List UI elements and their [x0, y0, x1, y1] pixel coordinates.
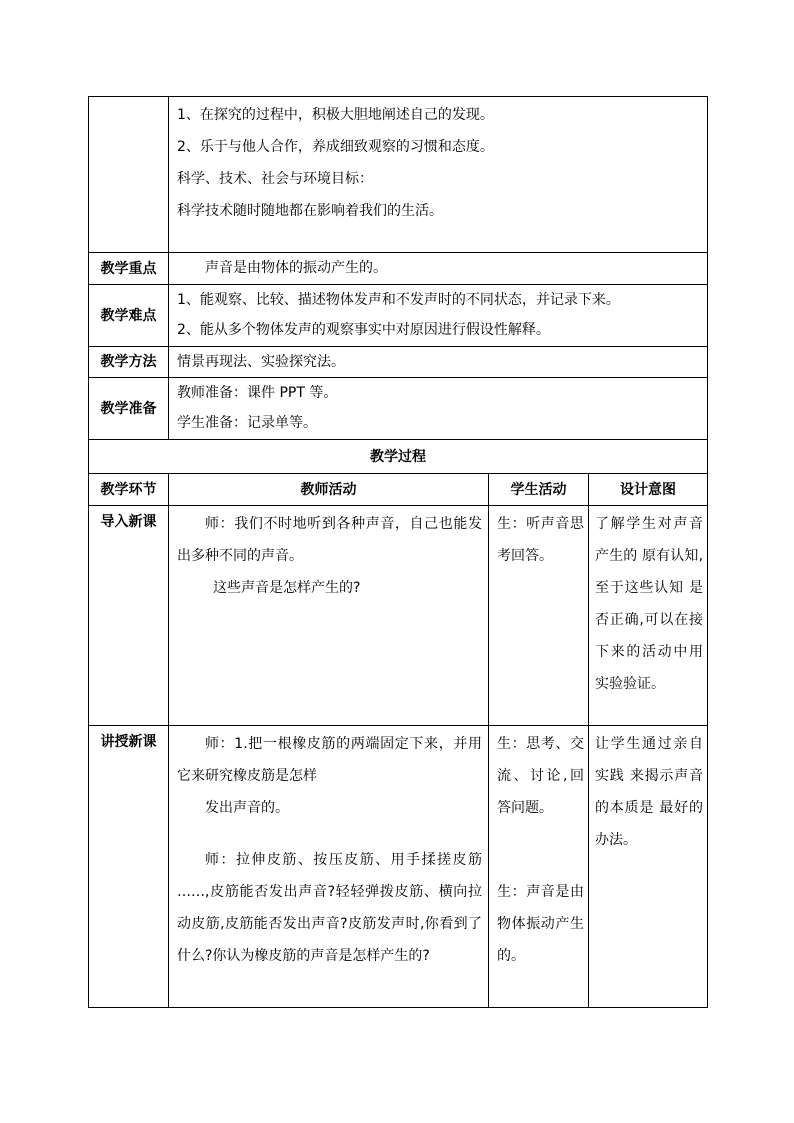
key-point-cell	[169, 253, 708, 285]
teacher-activity-text: 发出声音的。	[205, 800, 289, 816]
objectives-cell	[169, 97, 708, 253]
lesson-plan-table	[88, 96, 708, 1008]
process-row-intro	[89, 506, 708, 726]
design-intent-text: 了解学生对声音产生的 原有认知,至于这些认知 是否正确,可以在接下来的活动中用实验验证。	[595, 516, 704, 692]
method-row	[89, 347, 708, 378]
student-prep-line: 学生准备：记录单等。	[177, 415, 317, 431]
header-design-intent: 设计意图	[589, 474, 708, 506]
teacher-activity-text: 师：1.把一根橡皮筋的两端固定下来，并用它来研究橡皮筋是怎样	[177, 736, 482, 784]
header-stage: 教学环节	[89, 474, 169, 506]
objective-line: 科学、技术、社会与环境目标：	[177, 171, 373, 187]
process-row-lecture	[89, 726, 708, 1008]
preparation-label: 教学准备	[89, 378, 169, 440]
stage-label: 讲授新课	[89, 726, 169, 1008]
teacher-activity-text: 这些声音是怎样产生的?	[213, 580, 361, 596]
method-label: 教学方法	[89, 347, 169, 378]
teacher-activity-text: 师：拉伸皮筋、按压皮筋、用手揉搓皮筋 ……,皮筋能否发出声音?轻轻弹拨皮筋、横向拉动皮筋,皮筋能否发出声音?皮筋发声时,你看到了什么?你认为橡皮筋的声音是怎样产生的?	[177, 852, 482, 964]
process-title-row	[89, 440, 708, 474]
preparation-row	[89, 378, 708, 440]
design-intent-cell	[589, 726, 708, 1008]
design-intent-text: 让学生通过亲自实践 来揭示声音的本质是 最好的办法。	[595, 736, 704, 848]
header-teacher-activity: 教师活动	[169, 474, 489, 506]
process-title: 教学过程	[89, 440, 708, 474]
difficulty-label: 教学难点	[89, 285, 169, 347]
difficulty-line: 2、能从多个物体发声的观察事实中对原因进行假设性解释。	[177, 322, 550, 338]
difficulty-row	[89, 285, 708, 347]
method-cell	[169, 347, 708, 378]
teacher-activity-cell	[169, 726, 489, 1008]
header-student-activity: 学生活动	[489, 474, 589, 506]
student-activity-cell	[489, 506, 589, 726]
process-header-row	[89, 474, 708, 506]
difficulty-cell	[169, 285, 708, 347]
stage-label: 导入新课	[89, 506, 169, 726]
objective-line: 1、在探究的过程中，积极大胆地阐述自己的发现。	[177, 107, 494, 123]
objective-line: 2、乐于与他人合作，养成细致观察的习惯和态度。	[177, 139, 494, 155]
student-activity-cell	[489, 726, 589, 1008]
teacher-prep-line: 教师准备：课件 PPT 等。	[177, 385, 338, 401]
design-intent-cell	[589, 506, 708, 726]
preparation-cell	[169, 378, 708, 440]
objectives-row	[89, 97, 708, 253]
key-point-label: 教学重点	[89, 253, 169, 285]
key-point-text: 声音是由物体的振动产生的。	[205, 260, 387, 276]
objective-line: 科学技术随时随地都在影响着我们的生活。	[177, 203, 443, 219]
difficulty-line: 1、能观察、比较、描述物体发声和不发声时的不同状态，并记录下来。	[177, 292, 620, 308]
method-text: 情景再现法、实验探究法。	[177, 354, 345, 370]
key-point-row	[89, 253, 708, 285]
objectives-label-cell	[89, 97, 169, 253]
teacher-activity-text: 师：我们不时地听到各种声音，自己也能发出多种不同的声音。	[177, 516, 482, 564]
student-activity-text: 生：声音是由物体振动产生的。	[497, 884, 584, 964]
student-activity-text: 生：思考、交流、讨论,回答问题。	[497, 736, 584, 816]
student-activity-text: 生：听声音思考回答。	[497, 516, 584, 564]
teacher-activity-cell	[169, 506, 489, 726]
